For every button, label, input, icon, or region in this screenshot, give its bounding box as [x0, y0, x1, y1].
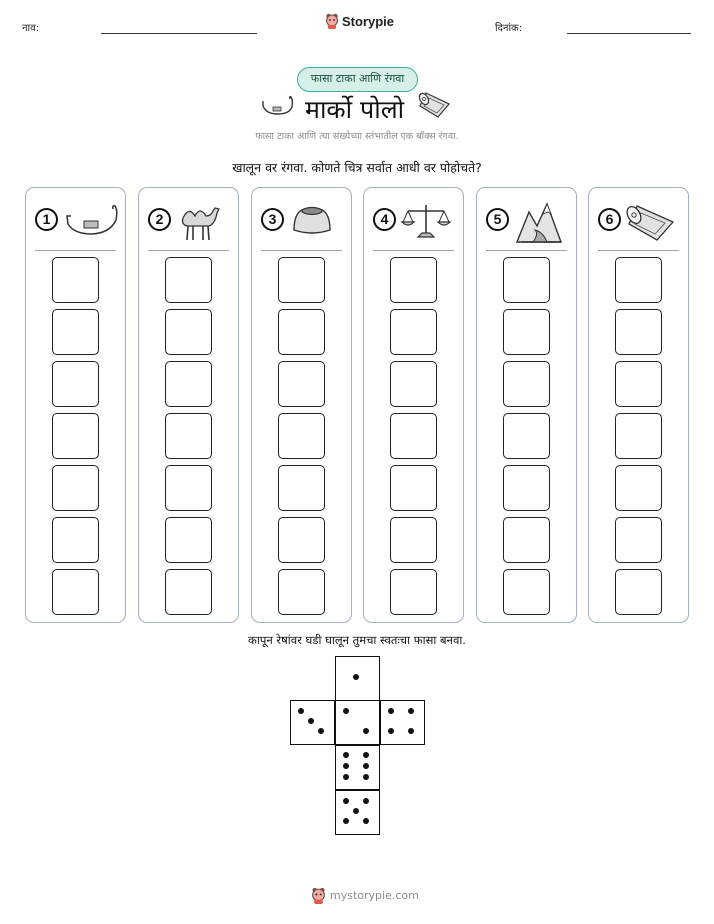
die-face-three	[290, 700, 335, 745]
name-label: नाव:	[22, 23, 40, 34]
color-box[interactable]	[278, 361, 325, 407]
color-box[interactable]	[52, 361, 99, 407]
column-header	[139, 202, 238, 242]
color-box[interactable]	[165, 309, 212, 355]
die-pip	[363, 818, 369, 824]
die-pip	[353, 808, 359, 814]
column-number: 6	[598, 208, 621, 231]
column-number: 5	[486, 208, 509, 231]
die-face-six	[335, 745, 380, 790]
color-box[interactable]	[165, 361, 212, 407]
column-number: 1	[35, 208, 58, 231]
column-6	[588, 187, 689, 623]
color-box[interactable]	[165, 413, 212, 459]
instruction: खालून वर रंगवा. कोणते चित्र सर्वात आधी वर पोहोचते?	[232, 160, 482, 175]
color-box[interactable]	[390, 465, 437, 511]
color-box[interactable]	[615, 517, 662, 563]
column-3	[251, 187, 352, 623]
die-pip	[343, 708, 349, 714]
die-pip	[343, 763, 349, 769]
color-box[interactable]	[52, 569, 99, 615]
column-divider	[35, 250, 116, 251]
die-face-five	[335, 790, 380, 835]
color-box[interactable]	[615, 257, 662, 303]
subtitle: फासा टाका आणि त्या संख्येच्या स्तंभातील एक बॉक्स रंगवा.	[255, 131, 459, 142]
color-box[interactable]	[52, 413, 99, 459]
color-box[interactable]	[165, 569, 212, 615]
die-pip	[308, 718, 314, 724]
column-1	[25, 187, 126, 623]
die-pip	[363, 763, 369, 769]
color-box[interactable]	[503, 309, 550, 355]
die-pip	[318, 728, 324, 734]
column-divider	[261, 250, 342, 251]
column-header	[26, 202, 125, 242]
color-box[interactable]	[52, 257, 99, 303]
color-box[interactable]	[615, 413, 662, 459]
die-pip	[353, 674, 359, 680]
color-box[interactable]	[278, 465, 325, 511]
die-pip	[343, 752, 349, 758]
column-header	[589, 202, 688, 242]
column-number: 2	[148, 208, 171, 231]
topic-pill: फासा टाका आणि रंगवा	[297, 67, 418, 92]
gondola-icon	[261, 94, 295, 118]
die-pip	[363, 774, 369, 780]
die-face-two	[335, 700, 380, 745]
die-face-four	[380, 700, 425, 745]
storypie-logo	[325, 13, 394, 29]
column-divider	[486, 250, 567, 251]
footer-url[interactable]: mystorypie.com	[330, 889, 419, 902]
color-box[interactable]	[165, 257, 212, 303]
mascot-icon	[325, 13, 339, 29]
die-pip	[363, 798, 369, 804]
color-box[interactable]	[165, 465, 212, 511]
die-pip	[343, 774, 349, 780]
page-title: मार्को पोलो	[305, 95, 405, 124]
color-box[interactable]	[615, 361, 662, 407]
name-line	[101, 33, 257, 34]
color-box[interactable]	[52, 517, 99, 563]
color-box[interactable]	[390, 257, 437, 303]
rolled-carpet-icon	[418, 90, 452, 120]
color-box[interactable]	[615, 569, 662, 615]
cut-instruction: कापून रेषांवर घडी घालून तुमचा स्वतःचा फासा बनवा.	[248, 633, 466, 647]
color-box[interactable]	[615, 309, 662, 355]
column-5	[476, 187, 577, 623]
color-box[interactable]	[390, 309, 437, 355]
column-divider	[148, 250, 229, 251]
date-label: दिनांक:	[495, 23, 523, 34]
die-pip	[408, 728, 414, 734]
color-box[interactable]	[503, 361, 550, 407]
column-divider	[373, 250, 454, 251]
die-pip	[363, 752, 369, 758]
die-pip	[408, 708, 414, 714]
mountains-icon	[513, 202, 565, 246]
color-box[interactable]	[503, 413, 550, 459]
column-header	[364, 202, 463, 242]
die-pip	[343, 798, 349, 804]
color-box[interactable]	[615, 465, 662, 511]
color-box[interactable]	[503, 569, 550, 615]
die-pip	[298, 708, 304, 714]
color-box[interactable]	[278, 517, 325, 563]
color-box[interactable]	[278, 309, 325, 355]
column-header	[252, 202, 351, 242]
die-face-one	[335, 656, 380, 701]
logo-text: Storypie	[342, 13, 395, 29]
column-2	[138, 187, 239, 623]
column-divider	[598, 250, 679, 251]
color-box[interactable]	[278, 413, 325, 459]
rolled-carpet-icon	[625, 202, 677, 244]
stone-bowl-icon	[288, 202, 338, 238]
color-box[interactable]	[390, 569, 437, 615]
color-box[interactable]	[390, 413, 437, 459]
color-box[interactable]	[278, 257, 325, 303]
color-box[interactable]	[503, 465, 550, 511]
die-pip	[388, 728, 394, 734]
color-box[interactable]	[390, 361, 437, 407]
color-box[interactable]	[52, 309, 99, 355]
color-box[interactable]	[390, 517, 437, 563]
column-header	[477, 202, 576, 242]
date-line	[567, 33, 691, 34]
color-box[interactable]	[165, 517, 212, 563]
color-box[interactable]	[503, 257, 550, 303]
color-box[interactable]	[503, 517, 550, 563]
column-number: 4	[373, 208, 396, 231]
die-pip	[388, 708, 394, 714]
column-4	[363, 187, 464, 623]
gondola-icon	[62, 202, 122, 238]
color-box[interactable]	[52, 465, 99, 511]
scales-icon	[400, 202, 452, 240]
footer	[311, 887, 419, 904]
die-pip	[343, 818, 349, 824]
camel-icon	[175, 202, 227, 242]
column-number: 3	[261, 208, 284, 231]
color-box[interactable]	[278, 569, 325, 615]
mascot-icon	[311, 887, 326, 904]
die-pip	[363, 728, 369, 734]
